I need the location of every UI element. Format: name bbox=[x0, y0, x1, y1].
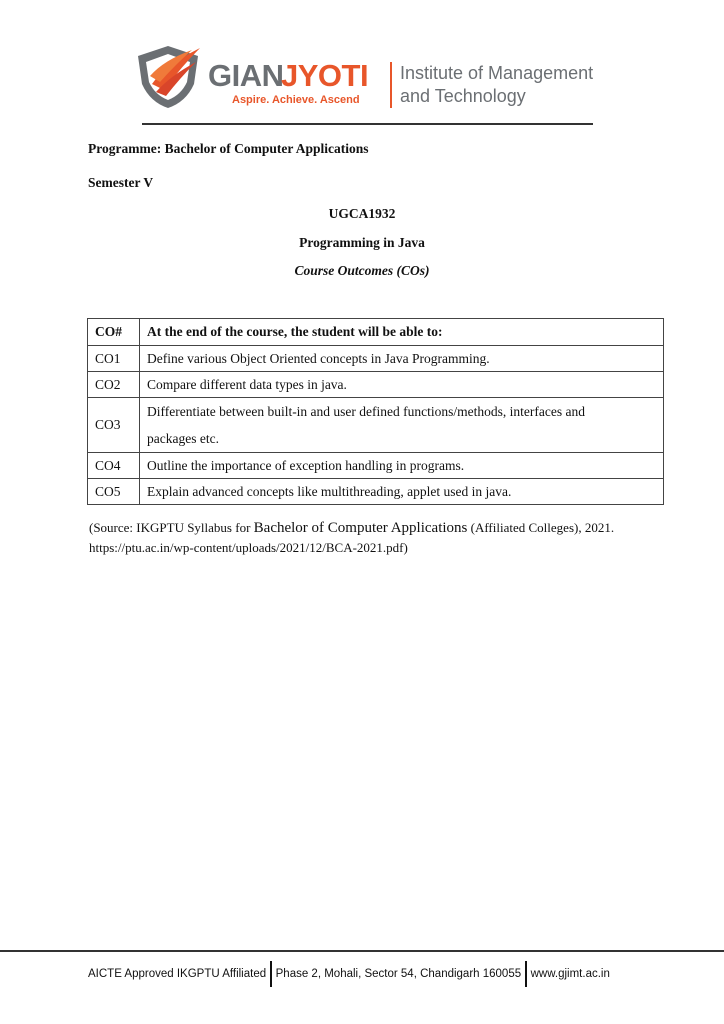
header-co-number: CO# bbox=[88, 319, 140, 346]
co-description: Compare different data types in java. bbox=[140, 372, 664, 398]
brand-name-jyoti: JYOTI bbox=[281, 58, 369, 93]
table-row bbox=[88, 398, 664, 453]
co-description: Explain advanced concepts like multithreading, applet used in java. bbox=[140, 479, 664, 505]
co-description: Outline the importance of exception handling in programs. bbox=[140, 453, 664, 479]
shield-with-flame-icon bbox=[134, 44, 206, 110]
outcomes-title: Course Outcomes (COs) bbox=[294, 263, 430, 278]
co-code: CO2 bbox=[88, 372, 140, 398]
source-programme: Bachelor of Computer Applications bbox=[253, 520, 468, 536]
co-description-line1: Differentiate between built-in and user defined functions/methods, interfaces and bbox=[147, 404, 585, 419]
source-citation bbox=[89, 518, 649, 557]
institute-name-line1: Institute of Management bbox=[400, 63, 594, 83]
semester-label: Semester V bbox=[88, 175, 154, 190]
co-code: CO5 bbox=[88, 479, 140, 505]
brand-tagline: Aspire. Achieve. Ascend bbox=[232, 94, 360, 106]
table-row bbox=[88, 479, 664, 505]
source-suffix: (Affiliated Colleges), 2021. bbox=[470, 520, 615, 535]
course-code: UGCA1932 bbox=[328, 206, 396, 221]
source-url: https://ptu.ac.in/wp-content/uploads/2021/12/BCA-2021.pdf) bbox=[89, 540, 408, 555]
course-name: Programming in Java bbox=[299, 235, 425, 250]
table-row bbox=[88, 372, 664, 398]
footer bbox=[88, 960, 610, 988]
institute-name-line2: and Technology bbox=[400, 86, 526, 106]
co-code: CO4 bbox=[88, 453, 140, 479]
footer-approval: AICTE Approved IKGPTU Affiliated bbox=[88, 968, 267, 980]
co-description: Define various Object Oriented concepts in Java Programming. bbox=[140, 346, 664, 372]
co-description bbox=[140, 398, 664, 453]
footer-separator bbox=[525, 961, 527, 987]
brand-name-gian: GIAN bbox=[208, 58, 284, 93]
programme-label: Programme: Bachelor of Computer Applications bbox=[88, 141, 369, 156]
table-header-row bbox=[88, 319, 664, 346]
co-description-line2: packages etc. bbox=[147, 431, 219, 446]
table-row bbox=[88, 453, 664, 479]
footer-separator bbox=[270, 961, 272, 987]
course-outcomes-table bbox=[87, 318, 664, 505]
footer-website: www.gjimt.ac.in bbox=[530, 968, 610, 980]
brand-divider bbox=[390, 62, 392, 108]
table-row bbox=[88, 346, 664, 372]
header-rule bbox=[142, 123, 593, 125]
institute-logo bbox=[134, 44, 594, 110]
source-prefix: (Source: IKGPTU Syllabus for bbox=[89, 520, 251, 535]
institute-name bbox=[400, 62, 593, 108]
co-code: CO1 bbox=[88, 346, 140, 372]
footer-rule bbox=[0, 950, 724, 952]
header-description: At the end of the course, the student will be able to: bbox=[140, 319, 664, 346]
co-code: CO3 bbox=[88, 398, 140, 453]
footer-address: Phase 2, Mohali, Sector 54, Chandigarh 160055 bbox=[275, 968, 522, 980]
